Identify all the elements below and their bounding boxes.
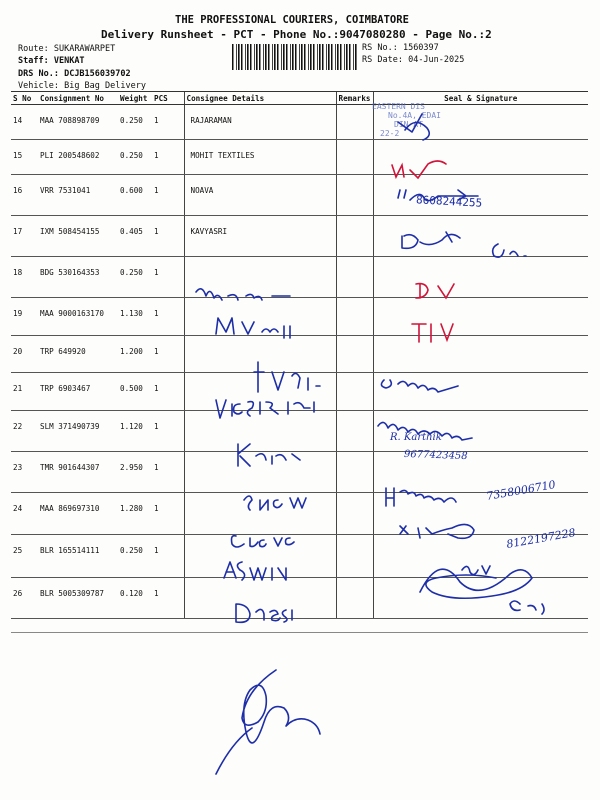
- cell-weight: 2.950: [118, 452, 152, 493]
- barcode-bar: [344, 44, 345, 70]
- cell-remarks: [336, 411, 373, 452]
- cell-remarks: [336, 493, 373, 535]
- rs-no-value: 1560397: [402, 43, 439, 53]
- stamp-line-4: 22-2: [380, 129, 400, 138]
- cell-sno: 16: [11, 175, 38, 216]
- cell-pcs: 1: [152, 257, 184, 298]
- cell-pcs: 1: [152, 578, 184, 619]
- barcode-bar: [272, 44, 273, 70]
- cell-sno: 22: [11, 411, 38, 452]
- runsheet-table: [11, 91, 588, 619]
- drs-label: DRS No.:: [18, 69, 59, 79]
- barcode-bar: [263, 44, 264, 70]
- cell-consignee: [184, 535, 336, 578]
- cell-seal: [373, 257, 588, 298]
- cell-sno: 24: [11, 493, 38, 535]
- cell-seal: [373, 336, 588, 373]
- barcode-bar: [313, 44, 315, 70]
- cell-remarks: [336, 257, 373, 298]
- barcode-bar: [317, 44, 318, 70]
- cell-weight: 0.250: [118, 105, 152, 140]
- cell-weight: 0.500: [118, 373, 152, 411]
- rs-date-label: RS Date:: [362, 55, 403, 65]
- cell-pcs: 1: [152, 411, 184, 452]
- rs-date-value: 04-Jun-2025: [408, 55, 465, 65]
- cell-consignment: BDG 530164353: [38, 257, 118, 298]
- cell-weight: 1.120: [118, 411, 152, 452]
- route-value: SUKARAWARPET: [53, 44, 116, 54]
- cell-weight: 0.250: [118, 257, 152, 298]
- cell-pcs: 1: [152, 535, 184, 578]
- barcode-bar: [241, 44, 243, 70]
- cell-weight: 0.250: [118, 535, 152, 578]
- barcode-bar: [295, 44, 297, 70]
- cell-sno: 25: [11, 535, 38, 578]
- barcode-bar: [331, 44, 333, 70]
- barcode-bar: [355, 44, 357, 70]
- stamp-line-3: DIN AT: [394, 120, 423, 129]
- barcode-bar: [245, 44, 246, 70]
- cell-consignee: [184, 373, 336, 411]
- barcode-bar: [281, 44, 282, 70]
- cell-remarks: [336, 298, 373, 336]
- rs-date-line: [362, 55, 464, 65]
- barcode-bar: [353, 44, 354, 70]
- rs-no-label: RS No.:: [362, 43, 398, 53]
- cell-consignment: TRP 649920: [38, 336, 118, 373]
- table-bottom-rule: [11, 632, 588, 633]
- cell-pcs: 1: [152, 452, 184, 493]
- barcode-bar: [322, 44, 324, 70]
- cell-sno: 17: [11, 216, 38, 257]
- cell-consignment: SLM 371490739: [38, 411, 118, 452]
- barcode-bar: [265, 44, 267, 70]
- company-stamp: [372, 102, 500, 162]
- cell-seal: [373, 298, 588, 336]
- barcode-bar: [299, 44, 300, 70]
- barcode-bar: [286, 44, 288, 70]
- route-line: [18, 44, 115, 54]
- cell-sno: 14: [11, 105, 38, 140]
- cell-sno: 19: [11, 298, 38, 336]
- barcode-bar: [304, 44, 306, 70]
- barcode-bar: [277, 44, 279, 70]
- barcode-bar: [268, 44, 270, 70]
- cell-consignee: [184, 452, 336, 493]
- cell-consignee: [184, 336, 336, 373]
- stamp-line-2: No.4A, EDAI: [388, 111, 441, 120]
- cell-consignment: MAA 869697310: [38, 493, 118, 535]
- cell-consignee: MOHIT TEXTILES: [184, 140, 336, 175]
- cell-weight: 0.120: [118, 578, 152, 619]
- cell-sno: 20: [11, 336, 38, 373]
- cell-seal: [373, 578, 588, 619]
- col-consignee-header: Consignee Details: [184, 92, 336, 105]
- barcode-bar: [326, 44, 327, 70]
- barcode-bar: [349, 44, 351, 70]
- barcode-bar: [236, 44, 237, 70]
- col-consignment-header: Consignment No: [38, 92, 118, 105]
- cell-sno: 23: [11, 452, 38, 493]
- barcode-bar: [335, 44, 336, 70]
- table-row: [11, 175, 588, 216]
- col-seal-header: Seal & Signature: [373, 92, 588, 105]
- cell-weight: 0.250: [118, 140, 152, 175]
- col-remarks-header: Remarks: [336, 92, 373, 105]
- cell-consignee: [184, 411, 336, 452]
- barcode-bar: [310, 44, 312, 70]
- cell-pcs: 1: [152, 140, 184, 175]
- cell-remarks: [336, 216, 373, 257]
- vehicle-label: Vehicle:: [18, 81, 59, 91]
- cell-consignee: KAVYASRI: [184, 216, 336, 257]
- cell-remarks: [336, 373, 373, 411]
- barcode-bar: [274, 44, 276, 70]
- barcode-bar: [308, 44, 309, 70]
- barcode-bar: [319, 44, 321, 70]
- col-weight-header: Weight: [118, 92, 152, 105]
- cell-consignment: TRP 6903467: [38, 373, 118, 411]
- table-row: [11, 373, 588, 411]
- table-row: [11, 578, 588, 619]
- barcode-bar: [238, 44, 240, 70]
- barcode-bar: [290, 44, 291, 70]
- table-row: [11, 257, 588, 298]
- cell-consignment: TMR 901644307: [38, 452, 118, 493]
- handwritten-phone-23: 7358006710: [485, 478, 557, 503]
- barcode-bar: [328, 44, 330, 70]
- table-row: [11, 535, 588, 578]
- staff-label: Staff:: [18, 56, 49, 66]
- handwritten-phone-16: 8608244255: [415, 193, 483, 210]
- barcode-bar: [283, 44, 285, 70]
- barcode-bar: [292, 44, 294, 70]
- table-row: [11, 105, 588, 140]
- cell-consignment: BLR 165514111: [38, 535, 118, 578]
- table-row: [11, 298, 588, 336]
- cell-seal: [373, 373, 588, 411]
- cell-consignment: VRR 7531041: [38, 175, 118, 216]
- cell-consignment: MAA 708898709: [38, 105, 118, 140]
- cell-weight: 0.600: [118, 175, 152, 216]
- cell-pcs: 1: [152, 373, 184, 411]
- col-sno-header: S No: [11, 92, 38, 105]
- barcode-bar: [337, 44, 339, 70]
- cell-seal: [373, 216, 588, 257]
- stamp-line-1: EASTERN DIS: [372, 102, 425, 111]
- cell-consignment: BLR 5005309787: [38, 578, 118, 619]
- barcode-bar: [256, 44, 258, 70]
- cell-weight: 1.200: [118, 336, 152, 373]
- barcode-bar: [259, 44, 261, 70]
- staff-value: VENKAT: [53, 56, 85, 66]
- cell-seal: [373, 411, 588, 452]
- cell-remarks: [336, 578, 373, 619]
- barcode-bar: [232, 44, 234, 70]
- cell-weight: 0.405: [118, 216, 152, 257]
- barcode-bar: [340, 44, 342, 70]
- cell-consignee: [184, 298, 336, 336]
- cell-sno: 21: [11, 373, 38, 411]
- cell-consignee: NOAVA: [184, 175, 336, 216]
- staff-line: [18, 56, 85, 66]
- vehicle-value: Big Bag Delivery: [64, 81, 146, 91]
- vehicle-line: [18, 81, 146, 91]
- cell-remarks: [336, 175, 373, 216]
- drs-line: [18, 69, 131, 79]
- cell-consignee: [184, 578, 336, 619]
- cell-pcs: 1: [152, 216, 184, 257]
- barcode-bar: [346, 44, 348, 70]
- cell-weight: 1.280: [118, 493, 152, 535]
- cell-remarks: [336, 535, 373, 578]
- cell-remarks: [336, 336, 373, 373]
- cell-consignment: PLI 200548602: [38, 140, 118, 175]
- cell-sno: 15: [11, 140, 38, 175]
- cell-consignment: IXM 508454155: [38, 216, 118, 257]
- barcode-image: [232, 44, 358, 70]
- cell-consignee: [184, 493, 336, 535]
- table-header-row: [11, 92, 588, 105]
- rs-no-line: [362, 43, 439, 53]
- cell-pcs: 1: [152, 336, 184, 373]
- company-title: THE PROFESSIONAL COURIERS, COIMBATORE: [175, 14, 409, 26]
- runsheet-title: Delivery Runsheet - PCT - Phone No.:9047080280 - Page No.:2: [101, 28, 492, 41]
- handwritten-phone-24: 8122197228: [505, 526, 577, 551]
- barcode-bar: [247, 44, 249, 70]
- route-label: Route:: [18, 44, 49, 54]
- cell-pcs: 1: [152, 493, 184, 535]
- col-pcs-header: PCS: [152, 92, 184, 105]
- cell-remarks: [336, 452, 373, 493]
- cell-weight: 1.130: [118, 298, 152, 336]
- cell-pcs: 1: [152, 298, 184, 336]
- cell-pcs: 1: [152, 175, 184, 216]
- cell-sno: 18: [11, 257, 38, 298]
- cell-consignee: [184, 257, 336, 298]
- handwritten-name-22: R. Karthik: [390, 432, 442, 443]
- handwritten-phone-22: 9677423458: [403, 448, 468, 463]
- staff-signature: [216, 670, 320, 774]
- cell-consignee: RAJARAMAN: [184, 105, 336, 140]
- cell-sno: 26: [11, 578, 38, 619]
- barcode-bar: [301, 44, 303, 70]
- barcode-bar: [254, 44, 255, 70]
- drs-value: DCJB156039702: [64, 69, 131, 79]
- cell-remarks: [336, 140, 373, 175]
- table-row: [11, 411, 588, 452]
- cell-consignment: MAA 9000163170: [38, 298, 118, 336]
- table-row: [11, 140, 588, 175]
- cell-pcs: 1: [152, 105, 184, 140]
- table-row: [11, 336, 588, 373]
- barcode-bar: [250, 44, 252, 70]
- cell-remarks: [336, 105, 373, 140]
- table-row: [11, 216, 588, 257]
